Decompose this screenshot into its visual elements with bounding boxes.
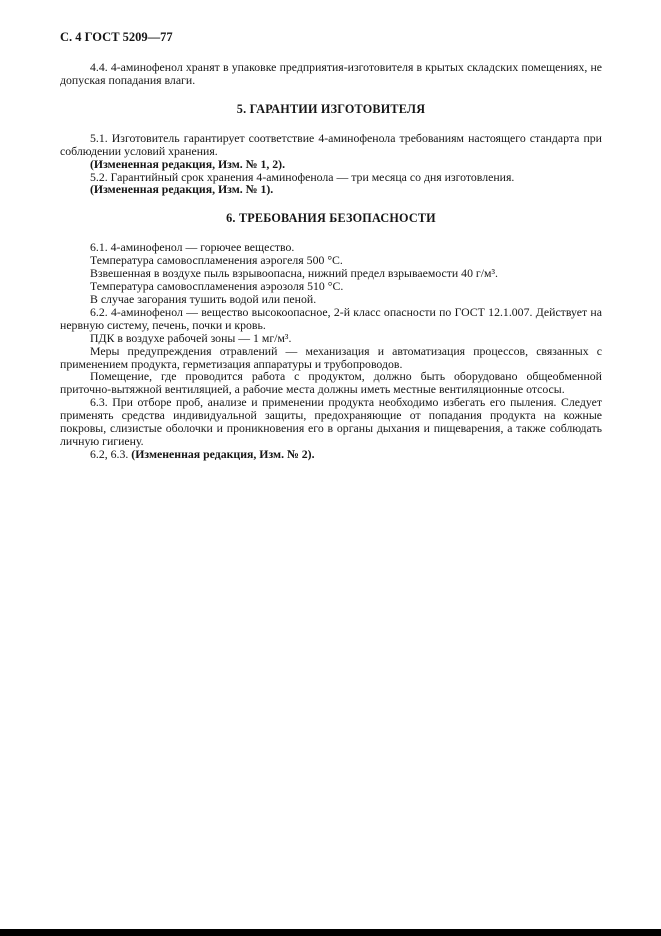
para-5-1-revision-note: (Измененная редакция, Изм. № 1, 2). — [90, 156, 286, 171]
para-6-1: 6.1. 4-аминофенол — горючее вещество. — [90, 240, 295, 255]
para-5-2-revision-note: (Измененная редакция, Изм. № 1). — [90, 182, 274, 197]
section-5-heading: 5. ГАРАНТИИ ИЗГОТОВИТЕЛЯ — [236, 101, 426, 116]
para-6-1-fire-extinguishing: В случае загорания тушить водой или пеной. — [90, 291, 317, 306]
page-header: С. 4 ГОСТ 5209—77 — [60, 30, 173, 44]
scan-bottom-edge — [0, 929, 661, 936]
para-5-1: 5.1. Изготовитель гарантирует соответствие 4-аминофенола требованиям настоящего стандарта при соблюдении условий хранения. — [60, 130, 602, 158]
para-6-1-aerogel-temp: Температура самовоспламенения аэрогеля 500 °С. — [90, 253, 343, 268]
para-6-2: 6.2. 4-аминофенол — вещество высокоопасное, 2-й класс опасности по ГОСТ 12.1.007. Действует на нервную систему, печень, почки и кровь. — [60, 304, 602, 332]
para-6-3: 6.3. При отборе проб, анализе и применении продукта необходимо избегать его пыления. Следует применять средства индивидуальной защиты, предохраняющие от попадания продукта на кожные покровы, слизистые оболочки и проникновения его в органы дыхания и пищеварения, а также соблюдать личную гигиену. — [60, 395, 602, 448]
para-6-1-aerosol-temp: Температура самовоспламенения аэрозоля 510 °С. — [90, 279, 344, 294]
para-6-2-pdk: ПДК в воздухе рабочей зоны — 1 мг/м³. — [90, 330, 292, 345]
revision-note-bold: (Измененная редакция, Изм. № 2). — [131, 446, 315, 461]
revision-ref-numbers: 6.2, 6.3. — [90, 446, 132, 461]
para-6-2-room-ventilation: Помещение, где проводится работа с продуктом, должно быть оборудовано общеобменной приточно-вытяжной вентиляцией, а рабочие места должны иметь местные вентиляционные отсосы. — [60, 369, 602, 397]
para-6-1-dust-explosive: Взвешенная в воздухе пыль взрывоопасна, нижний предел взрываемости 40 г/м³. — [90, 266, 498, 281]
para-6-2-6-3-revision — [60, 448, 602, 461]
para-4-4-storage: 4.4. 4-аминофенол хранят в упаковке предприятия-изготовителя в крытых складских помещениях, не допуская попадания влаги. — [60, 60, 602, 87]
section-6-heading: 6. ТРЕБОВАНИЯ БЕЗОПАСНОСТИ — [226, 211, 436, 226]
para-6-2-prevention-measures: Меры предупреждения отравлений — механизация и автоматизация процессов, связанных с применением продукта, герметизация аппаратуры и трубопроводов. — [60, 343, 602, 371]
para-5-2: 5.2. Гарантийный срок хранения 4-аминофенола — три месяца со дня изготовления. — [90, 169, 515, 184]
document-page — [0, 0, 661, 461]
